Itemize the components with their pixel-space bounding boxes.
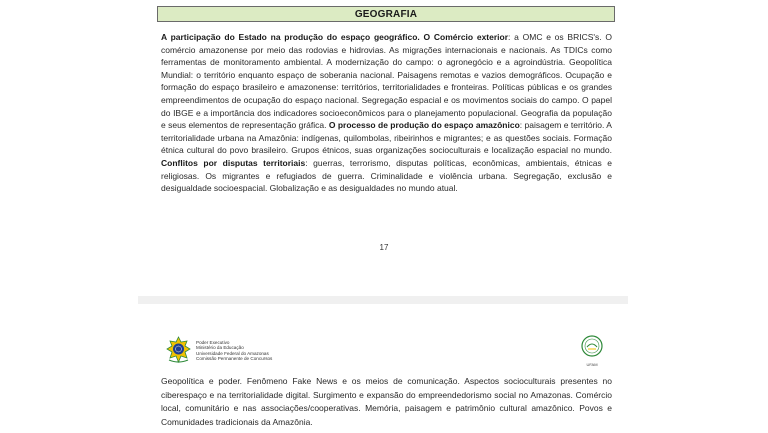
brazil-coat-of-arms-icon bbox=[166, 336, 191, 364]
ufam-logo bbox=[579, 335, 605, 365]
text-segment: : guerras, terrorismo, disputas políticas, econômicas, ambientais, étnicas e religiosas. Os migrantes e refugiados de guerra. Criminalidade e violência urbana. Segregação, exclusão e desigualdade socioespacial. Globalização e as desigualdades no mundo atual. bbox=[161, 157, 612, 194]
institution-line: Ministério da Educação bbox=[196, 345, 244, 351]
institution-text bbox=[196, 340, 272, 362]
page-number: 17 bbox=[379, 243, 389, 252]
page-divider bbox=[138, 296, 628, 304]
ufam-logo-icon bbox=[581, 335, 603, 357]
syllabus-paragraph bbox=[161, 31, 612, 195]
institution-header bbox=[161, 335, 612, 369]
section-title: GEOGRAFIA bbox=[354, 8, 418, 20]
section-title-box bbox=[157, 6, 615, 22]
text-segment-bold: A participação do Estado na produção do espaço geográfico. bbox=[161, 32, 420, 42]
institution-line: Poder Executivo bbox=[196, 340, 230, 345]
text-segment-bold: O processo de produção do espaço amazônico bbox=[328, 120, 520, 131]
text-segment: : a OMC e os BRICS's. O comércio amazonense por meio das rodovias e hidrovias. As migrações internacionais e nacionais. As TDICs como ferramentas de monitoramento ambiental. A modernização do campo: o agronegócio e a agroindústria. Geopolítica Mundial: o território enquanto espaço de soberania nacional. Paisagens remotas e vazios demográficos. Ocupação e formação do espaço brasileiro e amazonense: territórios, territorialidades e fronteiras. Políticas públicas e os grandes empreendimentos de ocupação do espaço nacional. Segregação espacial e os movimentos sociais do campo. O papel do IBGE e a importância dos indicadores socioeconômicos para o planejamento populacional. Geografia da população e seus elementos de representação gráfica. bbox=[161, 32, 612, 131]
institution-line: Universidade Federal do Amazonas bbox=[196, 350, 269, 356]
ufam-label: UFAM bbox=[586, 362, 598, 367]
text-segment: : paisagem e território. A territorialidade urbana na Amazônia: indígenas, quilombolas, ribeirinhos e migrantes; e as questões sociais. Formação étnica cultural do povo brasileiro. Grupos étnicos, suas organizações socioculturais e localização espacial no mundo. bbox=[161, 120, 612, 156]
institution-line: Comissão Permanente de Concursos bbox=[196, 356, 273, 362]
text-segment-bold: O Comércio exterior bbox=[423, 32, 509, 42]
syllabus-paragraph-continued: Geopolítica e poder. Fenômeno Fake News e os meios de comunicação. Aspectos socioculturais presentes no ciberespaço e na territorialidade digital. Surgimento e expansão do empreendedorismo social no Amazonas. Comércio local, comunitário e nas associações/cooperativas. Memória, paisagem e patrimônio cultural amazônico. Povos e Comunidades tradicionais da Amazônia. bbox=[161, 376, 612, 427]
text-segment-bold: Conflitos por disputas territoriais bbox=[161, 157, 306, 168]
